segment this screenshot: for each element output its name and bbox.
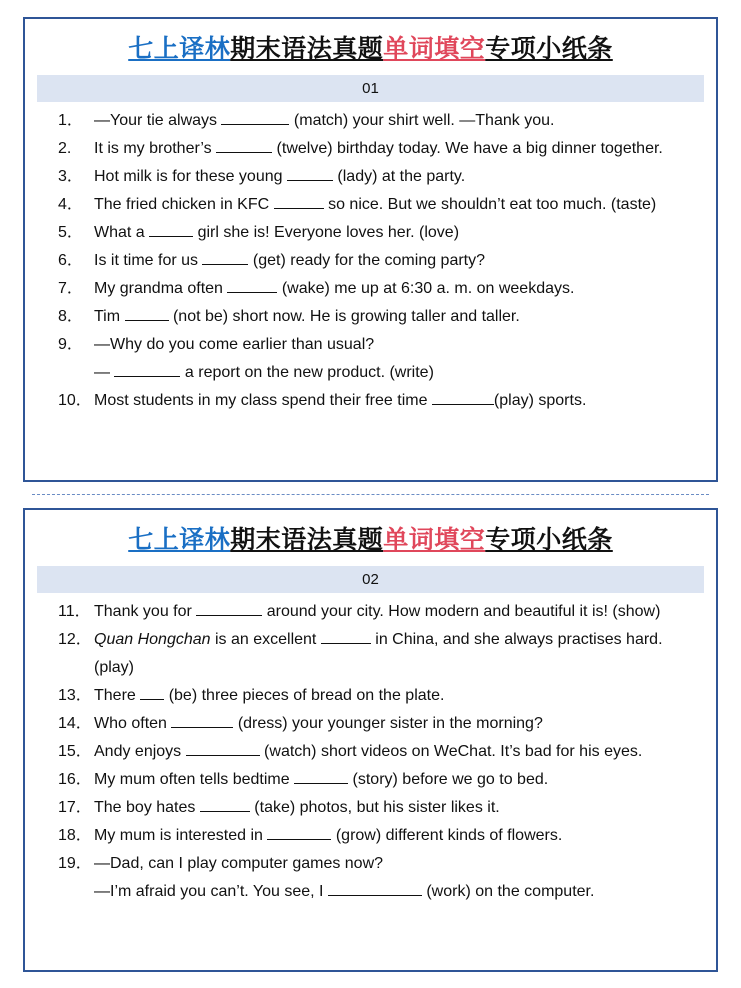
- question-italic: Quan Hongchan: [94, 631, 211, 648]
- question-number: 17．: [58, 799, 92, 816]
- section-number: 02: [37, 566, 704, 593]
- question-text-after-blank: around your city. How modern and beautiful it is! (show): [262, 603, 661, 620]
- answer-blank[interactable]: [140, 685, 164, 700]
- question-item: [58, 303, 704, 331]
- question-item: [58, 219, 704, 247]
- answer-blank[interactable]: [287, 166, 333, 181]
- answer-blank[interactable]: [321, 629, 371, 644]
- question-item: [58, 822, 704, 850]
- question-number: 19．: [58, 855, 92, 872]
- question-text: My mum often tells bedtime: [94, 771, 295, 788]
- question-number: 4．: [58, 196, 83, 213]
- question-text-after-blank: (twelve) birthday today. We have a big dinner together.: [272, 140, 663, 157]
- answer-blank[interactable]: [221, 110, 289, 125]
- answer-blank[interactable]: [200, 797, 250, 812]
- title-black-part-2: 专项小纸条: [485, 525, 613, 554]
- question-text: —Dad, can I play computer games now?: [94, 855, 384, 872]
- question-text: —Your tie always: [94, 112, 222, 129]
- question-text: Andy enjoys: [94, 743, 186, 760]
- worksheet-card-1: [23, 17, 718, 482]
- question-number: 5．: [58, 224, 83, 241]
- question-text-after-blank: (wake) me up at 6:30 a. m. on weekdays.: [277, 280, 575, 297]
- question-number: 12．: [58, 631, 92, 648]
- question-text: —Why do you come earlier than usual?: [94, 336, 375, 353]
- question-number: 15．: [58, 743, 92, 760]
- question-text: What a: [94, 224, 150, 241]
- question-item: [58, 135, 704, 163]
- title-red-part: 单词填空: [383, 34, 486, 63]
- question-item: [58, 359, 704, 387]
- question-item: [58, 191, 704, 219]
- question-number: 6．: [58, 252, 83, 269]
- question-text-after-blank: (grow) different kinds of flowers.: [331, 827, 563, 844]
- question-number: 7．: [58, 280, 83, 297]
- question-number: 8．: [58, 308, 83, 325]
- question-item: [58, 682, 704, 710]
- title-blue-part: 七上译林: [128, 34, 231, 63]
- question-item: [58, 247, 704, 275]
- question-text-after-blank: a report on the new product. (write): [180, 364, 434, 381]
- question-text: Hot milk is for these young: [94, 168, 287, 185]
- question-text-after-blank: (not be) short now. He is growing taller and taller.: [168, 308, 520, 325]
- question-text-after-blank: (play) sports.: [493, 392, 587, 409]
- question-number: 16．: [58, 771, 92, 788]
- question-text: Most students in my class spend their free time: [94, 392, 432, 409]
- answer-blank[interactable]: [114, 362, 180, 377]
- worksheet-card-2: [23, 508, 718, 972]
- question-item: [58, 738, 704, 766]
- question-item: [58, 598, 704, 626]
- answer-blank[interactable]: [171, 713, 233, 728]
- question-text: My grandma often: [94, 280, 228, 297]
- question-text: The fried chicken in KFC: [94, 196, 274, 213]
- answer-blank[interactable]: [432, 390, 494, 405]
- question-number: 3．: [58, 168, 83, 185]
- title-blue-part: 七上译林: [128, 525, 231, 554]
- question-text-after-blank: girl she is! Everyone loves her. (love): [193, 224, 460, 241]
- question-number: 18．: [58, 827, 92, 844]
- question-text-after-blank: (story) before we go to bed.: [348, 771, 549, 788]
- question-text: —: [94, 364, 115, 381]
- question-text: My mum is interested in: [94, 827, 268, 844]
- answer-blank[interactable]: [328, 881, 422, 896]
- question-number: 11．: [58, 603, 91, 620]
- question-number: 2.: [58, 140, 72, 157]
- question-item: [58, 878, 704, 906]
- question-text-after-blank: (be) three pieces of bread on the plate.: [164, 687, 445, 704]
- question-text-after-blank: (watch) short videos on WeChat. It’s bad for his eyes.: [259, 743, 643, 760]
- question-number: 1．: [58, 112, 83, 129]
- question-text: Who often: [94, 715, 172, 732]
- question-text-after-blank: (lady) at the party.: [332, 168, 466, 185]
- question-item: [58, 387, 704, 415]
- answer-blank[interactable]: [186, 741, 260, 756]
- section-number: 01: [37, 75, 704, 102]
- question-item: [58, 626, 704, 682]
- answer-blank[interactable]: [149, 222, 193, 237]
- question-item: [58, 331, 704, 359]
- question-text-after-blank: (take) photos, but his sister likes it.: [249, 799, 500, 816]
- question-item: [58, 275, 704, 303]
- question-text: —I’m afraid you can’t. You see, I: [94, 883, 328, 900]
- answer-blank[interactable]: [294, 769, 348, 784]
- question-item: [58, 163, 704, 191]
- question-number: 14．: [58, 715, 92, 732]
- answer-blank[interactable]: [125, 306, 169, 321]
- question-text-after-blank: in China, and she always practises hard. (play): [94, 631, 663, 676]
- question-text: There: [94, 687, 141, 704]
- question-text: is an excellent: [210, 631, 321, 648]
- question-item: [58, 710, 704, 738]
- question-item: [58, 850, 704, 878]
- question-number: 10．: [58, 392, 92, 409]
- question-item: [58, 794, 704, 822]
- question-text-after-blank: (get) ready for the coming party?: [248, 252, 486, 269]
- question-number: 13．: [58, 687, 92, 704]
- question-text: Is it time for us: [94, 252, 203, 269]
- question-text-after-blank: (dress) your younger sister in the morning?: [233, 715, 543, 732]
- card-title: [25, 29, 716, 65]
- title-black-part: 期末语法真题: [230, 525, 384, 554]
- question-text: Thank you for: [94, 603, 197, 620]
- question-text: It is my brother’s: [94, 140, 217, 157]
- answer-blank[interactable]: [274, 194, 324, 209]
- answer-blank[interactable]: [267, 825, 331, 840]
- question-text-after-blank: (work) on the computer.: [421, 883, 595, 900]
- title-black-part: 期末语法真题: [230, 34, 384, 63]
- answer-blank[interactable]: [216, 138, 272, 153]
- question-list: [58, 107, 704, 415]
- question-text: Tim: [94, 308, 125, 325]
- question-item: [58, 107, 704, 135]
- card-title: [25, 520, 716, 556]
- answer-blank[interactable]: [227, 278, 277, 293]
- title-black-part-2: 专项小纸条: [485, 34, 613, 63]
- question-item: [58, 766, 704, 794]
- question-text-after-blank: (match) your shirt well. —Thank you.: [289, 112, 555, 129]
- question-list: [58, 598, 704, 906]
- question-number: 9．: [58, 336, 83, 353]
- question-text-after-blank: so nice. But we shouldn’t eat too much. (taste): [323, 196, 657, 213]
- question-text: The boy hates: [94, 799, 200, 816]
- answer-blank[interactable]: [202, 250, 248, 265]
- answer-blank[interactable]: [196, 601, 262, 616]
- title-red-part: 单词填空: [383, 525, 486, 554]
- dashed-divider: [32, 494, 709, 495]
